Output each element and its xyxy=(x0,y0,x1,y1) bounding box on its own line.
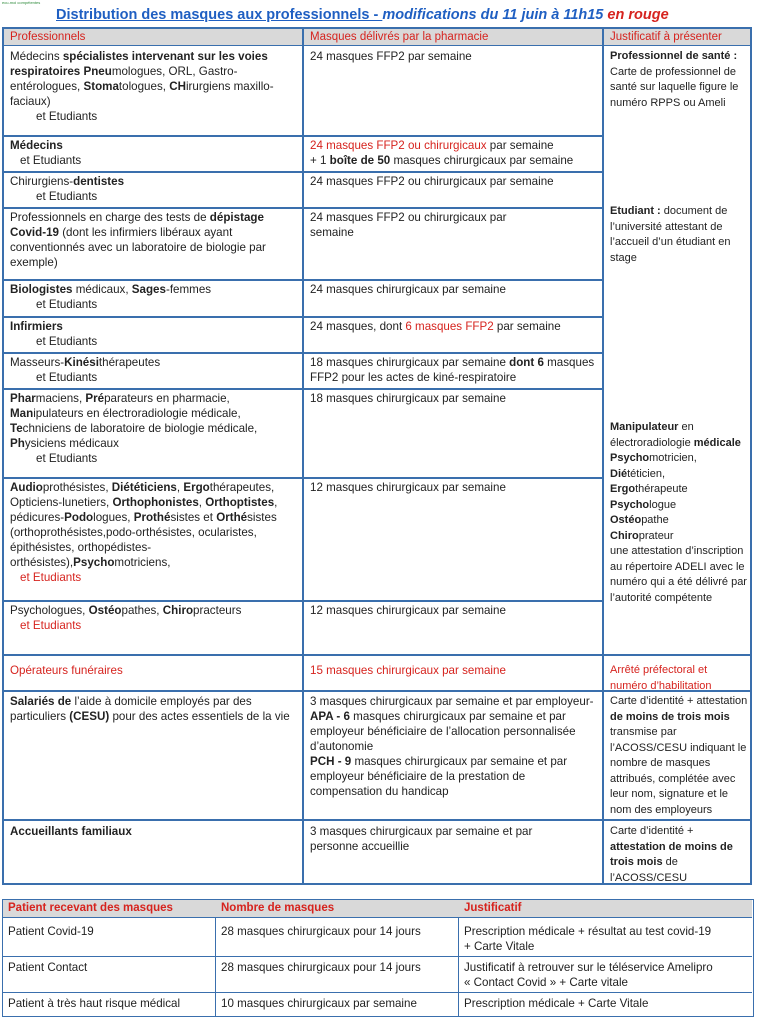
text: pour des actes essentiels de la vie xyxy=(109,710,290,723)
row-justificatif: Arrêté préfectoral et numéro d’habilitation xyxy=(610,664,712,692)
row-etudiants: et Etudiants xyxy=(36,335,98,348)
row-line xyxy=(4,477,602,479)
text: 3 masques chirurgicaux par semaine et par employeur- xyxy=(310,695,594,708)
text: masques chirurgicaux par semaine et par employeur bénéficiaire de l’allocation personnalisée d’autonomie xyxy=(310,710,576,753)
text: « Contact Covid » + Carte vitale xyxy=(464,976,629,989)
row-masks xyxy=(310,355,600,385)
text: Masseurs- xyxy=(10,356,65,369)
text: Opticiens-lunetiers xyxy=(10,496,107,509)
row-name xyxy=(10,174,298,204)
divider xyxy=(215,918,216,1016)
row-etudiants: et Etudiants xyxy=(36,371,98,384)
text: boîte de 50 xyxy=(329,154,391,167)
text: Psychologues, xyxy=(10,604,89,617)
text: prateur xyxy=(638,529,674,542)
text: spécialistes intervenant sur les voies respiratoires Pneu xyxy=(10,50,268,78)
text: document de l’université attestant de l’accueil d’un étudiant en stage xyxy=(610,205,731,264)
row-justificatif xyxy=(610,694,748,818)
text: , xyxy=(176,481,184,494)
row-masks: 3 masques chirurgicaux par semaine et par personne accueillie xyxy=(310,825,533,853)
text: chniciens de laboratoire de biologie médicale, xyxy=(22,422,258,435)
row-name xyxy=(10,603,298,633)
row-line xyxy=(4,171,602,173)
text: PCH - 9 xyxy=(310,755,352,768)
row-name xyxy=(10,355,298,385)
header-professionnels: Professionnels xyxy=(10,31,86,43)
text: Chiro xyxy=(610,529,639,542)
text: Prescription médicale + résultat au test covid-19 xyxy=(464,925,712,938)
row-etudiants: et Etudiants xyxy=(36,452,98,465)
text: , xyxy=(274,496,278,509)
text: Ergo xyxy=(610,483,636,495)
patient-type: Patient Covid-19 xyxy=(8,925,94,938)
text: maciens, xyxy=(35,392,86,405)
row-etudiants: et Etudiants xyxy=(36,298,98,311)
text: dépistage Covid-19 xyxy=(10,211,264,239)
text: Infirmiers xyxy=(10,320,63,333)
text: masques chirurgicaux par semaine et par employeur bénéficiaire de la prestation de compensation du handicap xyxy=(310,755,568,798)
row-line xyxy=(4,279,602,281)
text: ipulateurs en électroradiologie médicale, xyxy=(33,407,241,420)
text: , xyxy=(198,496,206,509)
text: téticien, xyxy=(627,467,666,480)
text: Orthophonistes xyxy=(112,496,199,509)
text: Psycho xyxy=(610,498,650,511)
text: attestation de moins de trois mois xyxy=(610,840,733,868)
text: Podo xyxy=(64,511,94,524)
text: masques chirurgicaux par semaine xyxy=(390,154,574,167)
text: thérapeutes, xyxy=(209,481,275,494)
row-masks: 12 masques chirurgicaux par semaine xyxy=(310,604,506,617)
text: transmise par l’ACOSS/CESU indiquant le nombre de masques attribués, complétée avec leur nom, signature et le nom des employeurs xyxy=(610,726,747,816)
text: Dié xyxy=(610,467,628,480)
row-masks xyxy=(310,694,596,799)
text: pathe xyxy=(641,514,669,526)
text: Kinési xyxy=(64,356,99,369)
text: 6 masques FFP2 xyxy=(405,320,494,333)
justif-professionnel-sante xyxy=(610,49,748,111)
text: Orthoptistes xyxy=(205,496,275,509)
row-line xyxy=(4,819,750,821)
row-name xyxy=(10,391,298,466)
row-line xyxy=(4,135,602,137)
row-etudiants: et Etudiants xyxy=(20,571,82,584)
text: une attestation d’inscription au répertoire ADELI avec le numéro qui a été délivré par l’autorité compétente xyxy=(610,545,747,604)
row-name xyxy=(10,824,298,839)
table-header xyxy=(4,29,750,46)
text: Carte d’identité + xyxy=(610,825,694,837)
row-masks xyxy=(310,319,600,334)
row-line xyxy=(4,352,602,354)
text: Ergo xyxy=(183,481,210,494)
text: Pré xyxy=(85,392,105,405)
patients-header xyxy=(3,900,752,918)
header-justificatif: Justificatif xyxy=(464,902,522,914)
text: dont 6 xyxy=(509,356,544,369)
text: APA - 6 xyxy=(310,710,350,723)
text: Etudiant : xyxy=(610,205,661,217)
row-etudiants: et Etudiants xyxy=(20,619,82,632)
text: Psycho xyxy=(610,452,650,464)
row-masks: 15 masques chirurgicaux par semaine xyxy=(310,664,506,677)
text: médicale xyxy=(693,436,741,449)
divider-col2 xyxy=(602,29,604,883)
page-title xyxy=(56,6,716,24)
row-line xyxy=(4,388,602,390)
divider-col1 xyxy=(302,29,304,883)
text: Orthé xyxy=(216,511,248,524)
justif-etudiant xyxy=(610,204,748,266)
text: 24 masques FFP2 ou chirurgicaux xyxy=(310,139,487,152)
text: parateurs en pharmacie, xyxy=(104,392,230,405)
row-masks: 24 masques FFP2 ou chirurgicaux par semaine xyxy=(310,211,507,239)
text: + Carte Vitale xyxy=(464,940,535,953)
text: Man xyxy=(10,407,34,420)
logo: ecu-moi compétentes xyxy=(2,0,41,5)
row-masks: 24 masques FFP2 par semaine xyxy=(310,50,472,63)
text: de l’ACOSS/CESU xyxy=(610,856,688,884)
header-masques: Masques délivrés par la pharmacie xyxy=(310,31,489,43)
row-name: Opérateurs funéraires xyxy=(10,664,123,677)
row-name xyxy=(10,480,298,585)
row-etudiants: et Etudiants xyxy=(20,154,82,167)
text: Chiro xyxy=(162,604,194,617)
row-line xyxy=(4,207,602,209)
text: mologues, ORL, Gastro-entérologues, xyxy=(10,65,238,93)
text: Biologistes xyxy=(10,283,73,296)
title-main: Distribution des masques aux professionnels - xyxy=(56,7,383,23)
patient-nombre: 10 masques chirurgicaux par semaine xyxy=(221,997,417,1010)
text: Carte de professionnel de santé sur laquelle figure le numéro RPPS ou Ameli xyxy=(610,65,739,109)
text: -femmes xyxy=(165,283,212,296)
text: (CESU) xyxy=(69,710,110,723)
patient-type: Patient Contact xyxy=(8,961,88,974)
row-name xyxy=(10,319,298,349)
text: par semaine xyxy=(493,320,561,333)
row-masks: 12 masques chirurgicaux par semaine xyxy=(310,481,506,494)
text: Justificatif à retrouver sur le téléservice Amelipro xyxy=(464,961,713,974)
row-line xyxy=(3,956,752,957)
text: 24 masques, dont xyxy=(310,320,406,333)
professionals-table xyxy=(2,27,752,885)
text: prothésistes, xyxy=(42,481,112,494)
row-justificatif xyxy=(610,824,748,886)
text: logues, xyxy=(93,511,134,524)
row-line xyxy=(4,316,602,318)
header-nombre: Nombre de masques xyxy=(221,902,335,914)
text: Stoma xyxy=(83,80,119,93)
header-patient: Patient recevant des masques xyxy=(8,902,173,914)
text: Ostéo xyxy=(610,514,642,526)
text: ysiciens médicaux xyxy=(24,437,119,450)
text: CH xyxy=(169,80,186,93)
row-masks xyxy=(310,138,600,168)
text: tologues, xyxy=(118,80,170,93)
row-line xyxy=(3,992,752,993)
text: Salariés de xyxy=(10,695,72,708)
text: Te xyxy=(10,422,23,435)
text: masques FFP2 pour les actes de kiné-respiratoire xyxy=(310,356,595,384)
text: thérapeutes xyxy=(98,356,161,369)
text: motricien, xyxy=(649,452,697,464)
row-masks: 18 masques chirurgicaux par semaine xyxy=(310,392,506,405)
text: Médecins xyxy=(10,50,63,63)
text: Médecins xyxy=(10,139,63,152)
text: Ostéo xyxy=(88,604,122,617)
text: Professionnels en charge des tests de xyxy=(10,211,210,224)
justif-adeli xyxy=(610,420,748,606)
text: Psycho xyxy=(73,556,115,569)
text: irurgiens maxillo-faciaux) xyxy=(10,80,274,108)
text: practeurs xyxy=(193,604,242,617)
row-name xyxy=(10,694,298,724)
text: pathes, xyxy=(121,604,163,617)
text: Phar xyxy=(10,392,36,405)
text: Manipulateur xyxy=(610,421,679,433)
text: médicaux, xyxy=(72,283,132,296)
row-line xyxy=(4,600,602,602)
text: l’aide à domicile employés par des particuliers xyxy=(10,695,252,723)
text: pédicures- xyxy=(10,511,65,524)
text: (dont les infirmiers libéraux ayant conventionnés avec un laboratoire de biologie par exemple) xyxy=(10,226,266,269)
text: Accueillants familiaux xyxy=(10,825,132,838)
row-etudiants: et Etudiants xyxy=(36,110,98,123)
text: Carte d’identité + attestation xyxy=(610,695,748,707)
text: sistes et xyxy=(170,511,217,524)
text: + 1 xyxy=(310,154,330,167)
text: 18 masques chirurgicaux par semaine xyxy=(310,356,510,369)
row-line xyxy=(4,654,750,656)
text: Audio xyxy=(10,481,43,494)
text: par semaine xyxy=(486,139,554,152)
text: sistes (orthoprothésistes,podo-orthésistes, ocularistes, épithésistes, orthopédistes-orthésistes), xyxy=(10,511,277,569)
text: Ph xyxy=(10,437,25,450)
row-masks: 24 masques FFP2 ou chirurgicaux par semaine xyxy=(310,175,554,188)
text: en électroradiologie xyxy=(610,421,694,449)
text: logue xyxy=(649,498,677,511)
row-etudiants: et Etudiants xyxy=(36,190,98,203)
text: motriciens, xyxy=(114,556,171,569)
row-name xyxy=(10,49,298,124)
patient-justificatif xyxy=(464,960,751,990)
patient-type: Patient à très haut risque médical xyxy=(8,997,181,1010)
patient-nombre: 28 masques chirurgicaux pour 14 jours xyxy=(221,961,421,974)
title-red: en rouge xyxy=(603,7,669,23)
patient-nombre: 28 masques chirurgicaux pour 14 jours xyxy=(221,925,421,938)
patients-table xyxy=(2,899,754,1017)
text: dentistes xyxy=(73,175,125,188)
patient-justificatif: Prescription médicale + Carte Vitale xyxy=(464,997,649,1010)
row-name xyxy=(10,138,298,168)
title-modifications: modifications du 11 juin à 11h15 xyxy=(382,7,604,23)
text: , xyxy=(106,496,113,509)
text: de moins de trois mois xyxy=(610,710,730,723)
row-name xyxy=(10,210,298,270)
text: Diététiciens xyxy=(111,481,177,494)
text: Chirurgiens- xyxy=(10,175,74,188)
text: Professionnel de santé : xyxy=(610,50,738,62)
row-masks: 24 masques chirurgicaux par semaine xyxy=(310,283,506,296)
text: Sages xyxy=(131,283,166,296)
text: thérapeute xyxy=(635,483,688,495)
text: Prothé xyxy=(133,511,171,524)
row-name xyxy=(10,282,298,312)
header-justificatif: Justificatif à présenter xyxy=(610,31,722,43)
patient-justificatif xyxy=(464,924,751,954)
